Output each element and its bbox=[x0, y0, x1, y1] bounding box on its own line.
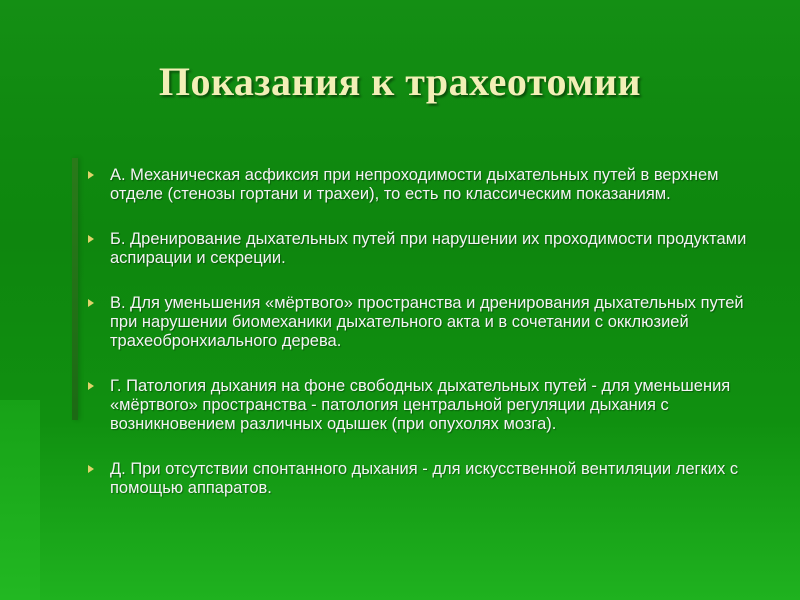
bullet-arrow-icon bbox=[88, 235, 94, 243]
bullet-list bbox=[88, 166, 774, 524]
bullet-item-d bbox=[88, 460, 774, 498]
bullet-text: Д. При отсутствии спонтанного дыхания - для искусственной вентиляции легких с помощью аппаратов. bbox=[110, 460, 739, 497]
bullet-text: А. Механическая асфиксия при непроходимости дыхательных путей в верхнем отделе (стенозы гортани и трахеи), то есть по классическим показаниям. bbox=[110, 166, 719, 203]
decorative-stripe bbox=[72, 158, 78, 420]
bullet-text: Г. Патология дыхания на фоне свободных дыхательных путей - для уменьшения «мёртвого» пространства - патология центральной регуляции дыхания с возникновением различных одышек (при опухолях мозга). bbox=[110, 377, 731, 433]
bullet-arrow-icon bbox=[88, 465, 94, 473]
bullet-arrow-icon bbox=[88, 382, 94, 390]
bullet-text: В. Для уменьшения «мёртвого» пространства и дренирования дыхательных путей при нарушении биомеханики дыхательного акта и в сочетании с окклюзией трахеобронхиального дерева. bbox=[110, 294, 744, 350]
bullet-text: Б. Дренирование дыхательных путей при нарушении их проходимости продуктами аспирации и секреции. bbox=[110, 230, 747, 267]
slide-title: Показания к трахеотомии bbox=[158, 59, 642, 104]
bullet-item-g bbox=[88, 377, 774, 434]
decorative-block bbox=[0, 400, 40, 600]
bullet-arrow-icon bbox=[88, 171, 94, 179]
bullet-item-a bbox=[88, 166, 774, 204]
bullet-arrow-icon bbox=[88, 299, 94, 307]
bullet-item-b bbox=[88, 230, 774, 268]
bullet-item-v bbox=[88, 294, 774, 351]
